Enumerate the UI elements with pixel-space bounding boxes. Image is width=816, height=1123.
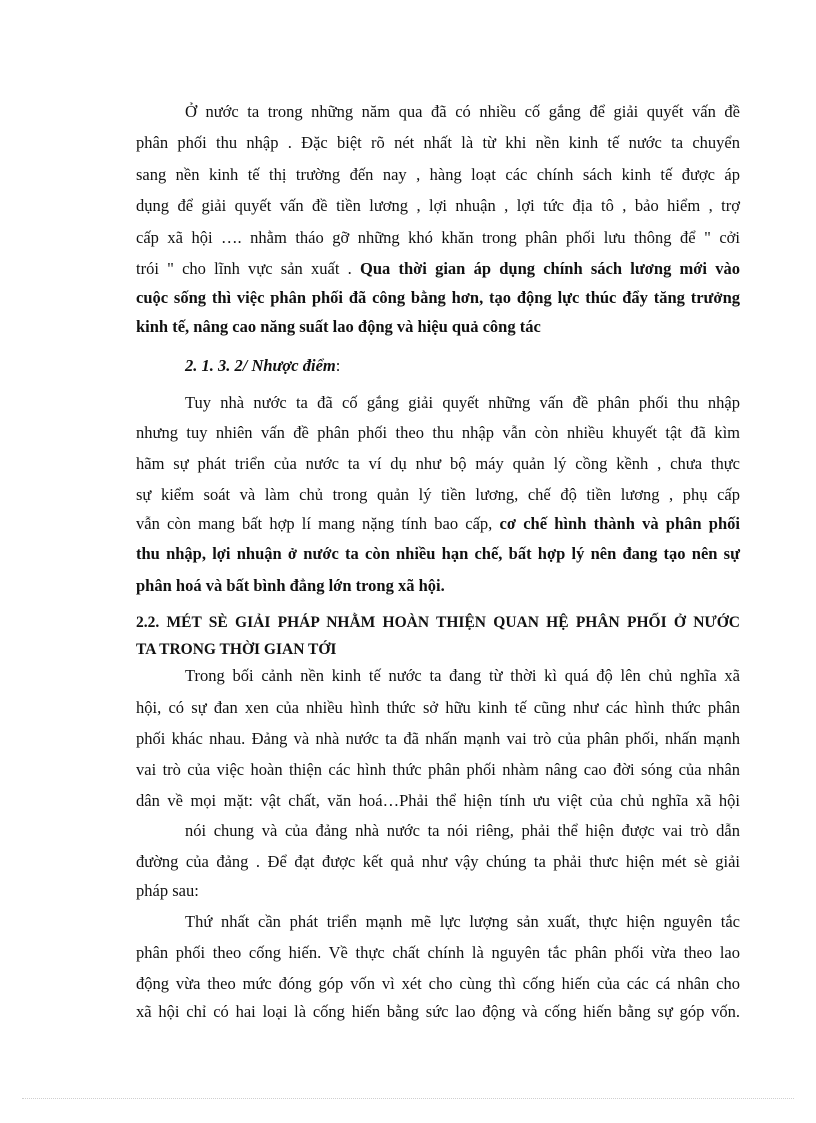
p1-line-8: kinh tế, nâng cao năng suất lao động và hiệu quả công tác (136, 317, 541, 336)
p1-line-5: cấp xã hội …. nhằm tháo gỡ những khó khăn trong phân phối lưu thông để " cởi (136, 228, 740, 247)
p3-line-4: vai trò của việc hoàn thiện các hình thức phân phối nhàm nâng cao đời sóng của nhân (136, 760, 740, 779)
section-heading-line-2: TA TRONG THỜI GIAN TỚI (136, 641, 337, 658)
p1-line-1: Ở nước ta trong những năm qua đã có nhiều cố gắng để giải quyết vấn đề (185, 102, 740, 121)
subheading-colon: : (335, 356, 341, 375)
p3-line-1: Trong bối cảnh nền kinh tế nước ta đang từ thời kì quá độ lên chủ nghĩa xã (185, 666, 740, 685)
p3-line-6: nói chung và của đảng nhà nước ta nói riêng, phải thể hiện được vai trò dẫn (185, 821, 740, 840)
p2-line-4: sự kiểm soát và làm chủ trong quản lý tiền lương, chế độ tiền lương , phụ cấp (136, 485, 740, 504)
p2-line-1: Tuy nhà nước ta đã cố gắng giải quyết những vấn đề phân phối thu nhập (185, 393, 740, 412)
p1-line-6 (136, 259, 740, 279)
p3-line-2: hội, có sự đan xen của nhiều hình thức sở hữu kinh tế cũng như các hình thức phân (136, 698, 740, 717)
p4-line-3: động vừa theo mức đóng góp vốn vì xét cho cùng thì cống hiến của các cá nhân cho (136, 974, 740, 993)
p1-line-7: cuộc sống thì việc phân phối đã công bằng hơn, tạo động lực thúc đẩy tăng trưởng (136, 288, 740, 307)
p4-line-1: Thứ nhất cần phát triển mạnh mẽ lực lượng sản xuất, thực hiện nguyên tắc (185, 912, 740, 931)
subheading-nhuoc-diem (185, 356, 740, 376)
p4-line-2: phân phối theo cống hiến. Về thực chất chính là nguyên tắc phân phối vừa theo lao (136, 943, 740, 962)
p1-line-6-normal: trói " cho lĩnh vực sản xuất . (136, 259, 360, 278)
p1-line-6-bold: Qua thời gian áp dụng chính sách lương mới vào (359, 259, 740, 278)
p2-line-5 (136, 514, 740, 534)
p2-line-5-bold: cơ chế hình thành và phân phối (499, 514, 740, 533)
p2-line-3: hãm sự phát triển của nước ta ví dụ như bộ máy quản lý cồng kềnh , chưa thực (136, 454, 740, 473)
p3-line-5: dân về mọi mặt: vật chất, văn hoá…Phải thể hiện tính ưu việt của chủ nghĩa xã hội (136, 791, 740, 810)
section-heading-line-1: 2.2. MÉT SÈ GIẢI PHÁP NHẰM HOÀN THIỆN QUAN HỆ PHÂN PHỐI Ở NƯỚC (136, 614, 740, 631)
page-bottom-divider (22, 1098, 794, 1099)
p4-line-4: xã hội chỉ có hai loại là cống hiến bằng sức lao động và cống hiến bằng sự góp vốn. (136, 1002, 740, 1021)
p1-line-2: phân phối thu nhập . Đặc biệt rõ nét nhất là từ khi nền kinh tế nước ta chuyển (136, 133, 740, 152)
p3-line-3: phối khác nhau. Đảng và nhà nước ta đã nhấn mạnh vai trò của phân phối, nhấn mạnh (136, 729, 740, 748)
p2-line-2: nhưng tuy nhiên vấn đề phân phối theo thu nhập vẫn còn nhiều khuyết tật đã kìm (136, 423, 740, 442)
p2-line-5-normal: vẫn còn mang bất hợp lí mang nặng tính bao cấp, (136, 514, 500, 533)
p2-line-6: thu nhập, lợi nhuận ở nước ta còn nhiều hạn chế, bất hợp lý nên đang tạo nên sự (136, 544, 740, 563)
p3-line-8: pháp sau: (136, 881, 199, 900)
p2-line-7: phân hoá và bất bình đẳng lớn trong xã hội. (136, 576, 445, 595)
p3-line-7: đường của đảng . Để đạt được kết quả như vậy chúng ta phải thưc hiện mét sè giải (136, 852, 740, 871)
p1-line-3: sang nền kinh tế thị trường đến nay , hàng loạt các chính sách kinh tế được áp (136, 165, 740, 184)
p1-line-4: dụng để giải quyết vấn đề tiền lương , lợi nhuận , lợi tức địa tô , bảo hiểm , trợ (136, 196, 740, 215)
subheading-label: 2. 1. 3. 2/ Nhược điểm (185, 356, 336, 375)
